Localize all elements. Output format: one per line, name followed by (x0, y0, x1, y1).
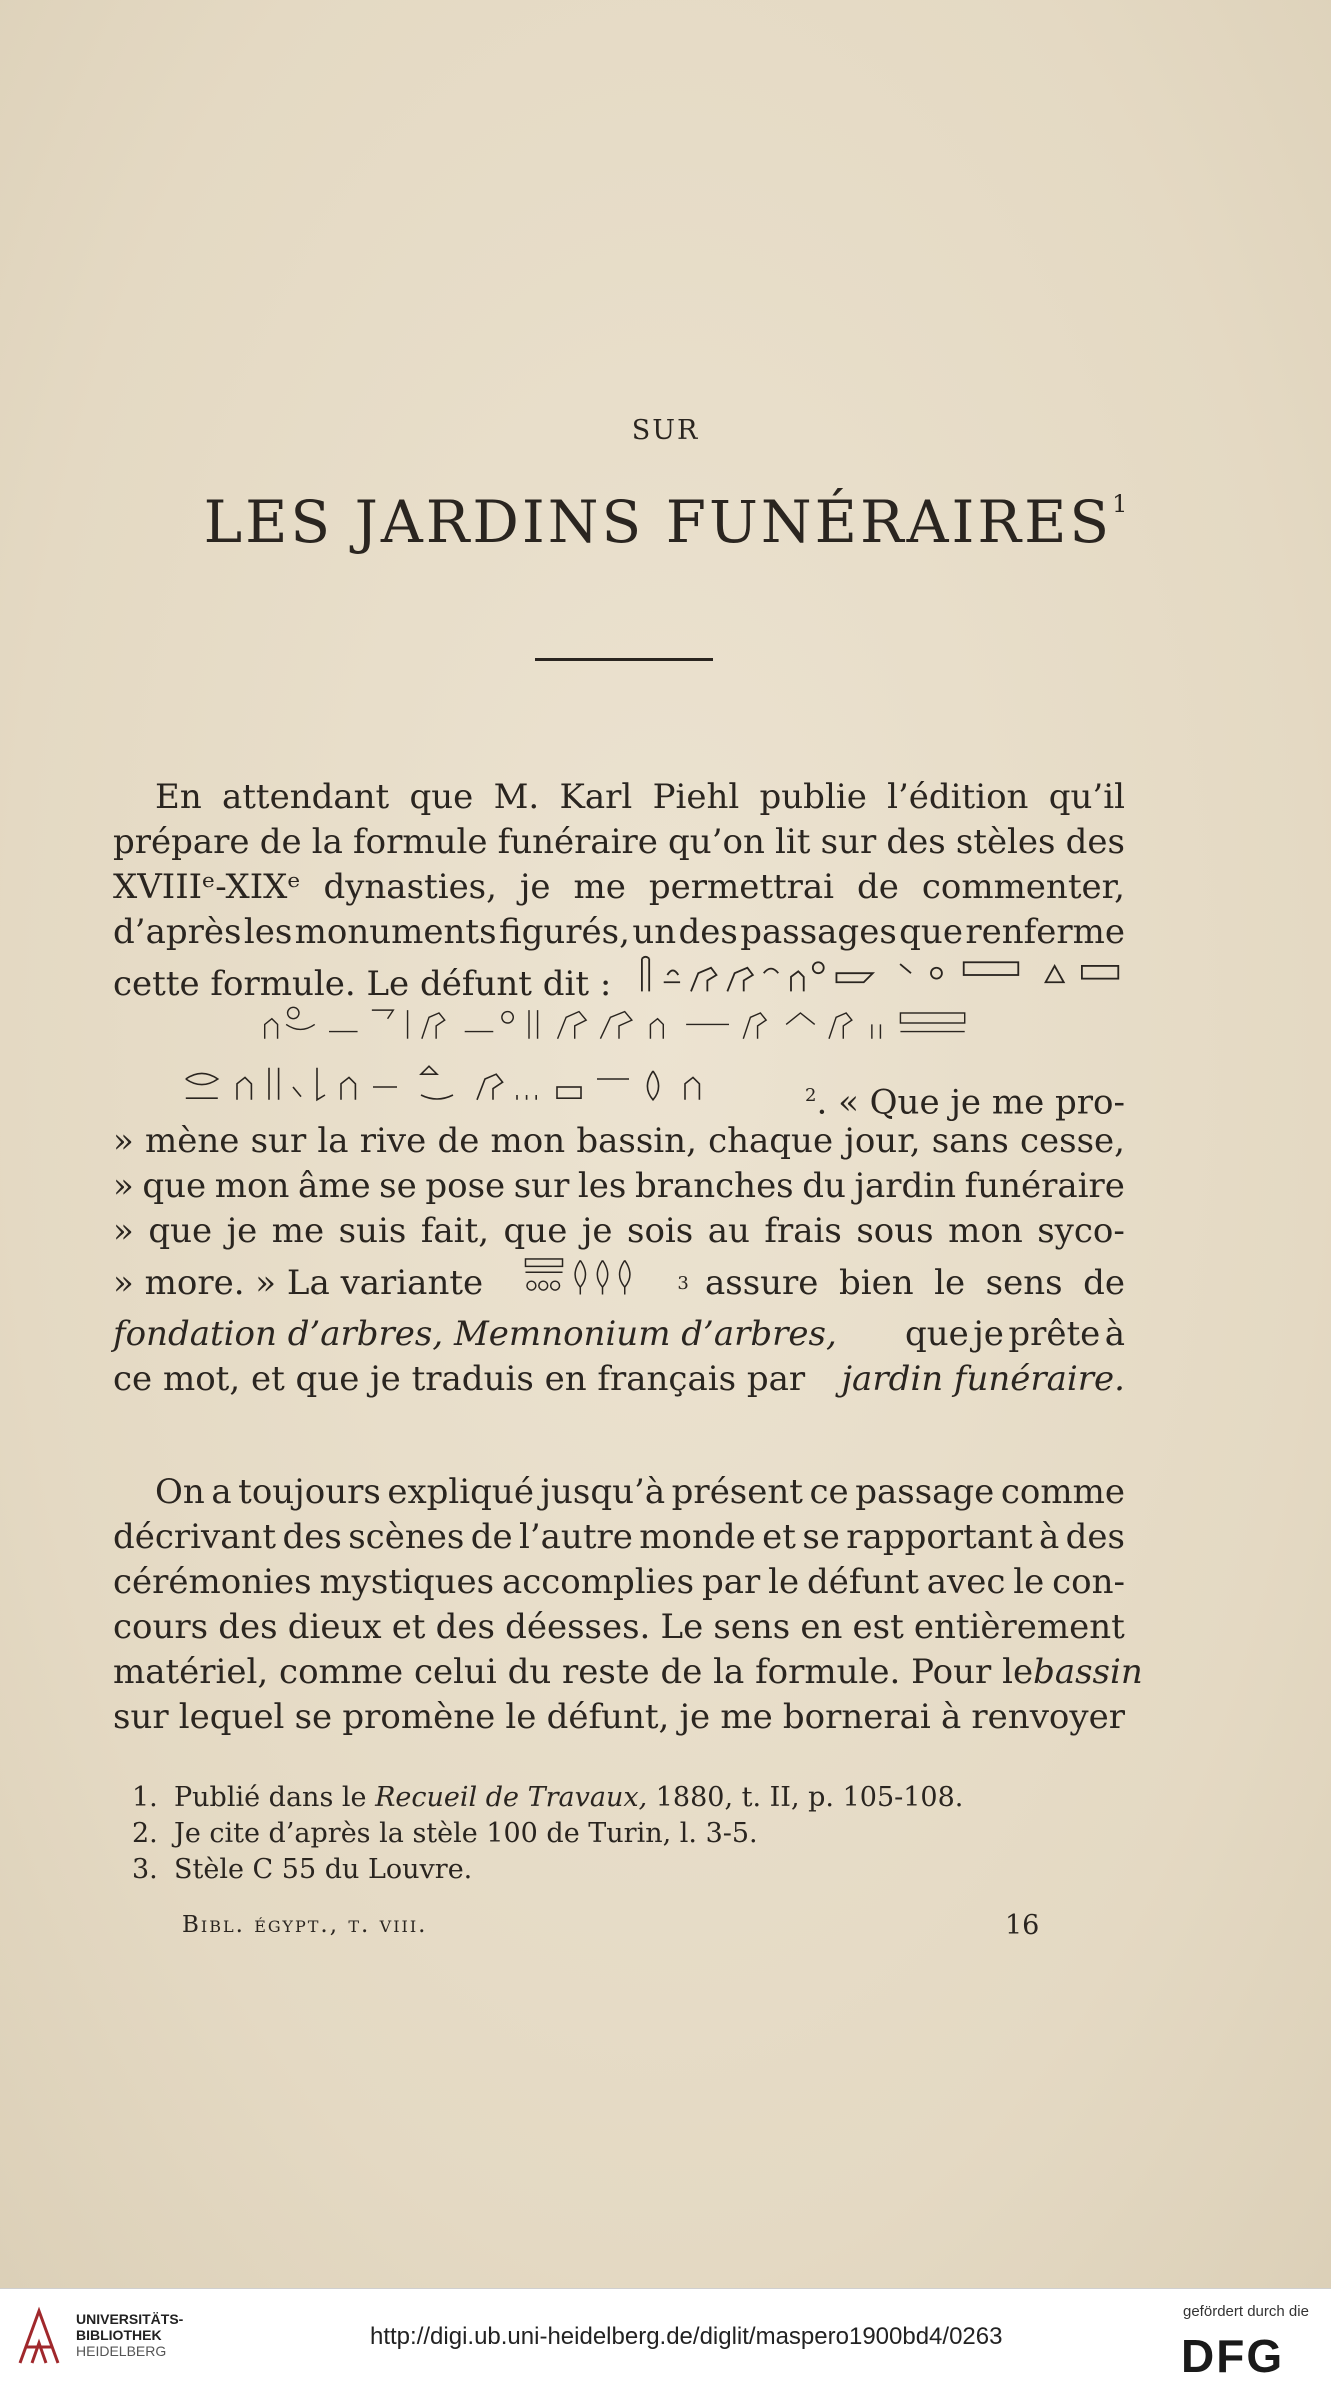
word: le (505, 1697, 537, 1737)
word: publie (759, 777, 867, 817)
word: en (800, 1607, 843, 1647)
word: que (899, 912, 963, 952)
paragraph-2 (113, 1470, 1143, 1740)
word: suis (338, 1211, 407, 1251)
word: jour, (844, 1121, 921, 1161)
word: les (577, 1166, 627, 1206)
page-title: LES JARDINS FUNÉRAIRES$^1$ (203, 488, 1128, 556)
text-line (113, 1312, 1125, 1357)
word: déesses. (505, 1607, 651, 1647)
word: sans (931, 1121, 1009, 1161)
word: pose (425, 1166, 506, 1206)
word: Karl (559, 777, 633, 817)
word: bornerai (782, 1697, 931, 1737)
word: dynasties, (323, 867, 497, 907)
word: et (391, 1607, 426, 1647)
word: formule (353, 822, 488, 862)
funder-label: gefördert durch die (1183, 2303, 1309, 2320)
word: rapportant (846, 1517, 1033, 1557)
word: présent (671, 1472, 803, 1512)
word: mystiques (319, 1562, 495, 1602)
word: sur (820, 822, 877, 862)
word: » (113, 1211, 134, 1251)
word: je (581, 1211, 613, 1251)
word: l’édition (887, 777, 1029, 817)
word: monde (639, 1517, 756, 1557)
hieroglyph-group-icon (113, 1063, 793, 1113)
word: monuments (294, 912, 497, 952)
word: dieux (287, 1607, 382, 1647)
word: scènes (348, 1517, 465, 1557)
word: bien (838, 1262, 914, 1303)
word: des (678, 912, 738, 952)
text-line (113, 775, 1125, 820)
word: je (519, 867, 551, 907)
word: et (762, 1517, 796, 1557)
text-line (113, 910, 1125, 955)
word: figurés, (498, 912, 630, 952)
word: que (409, 777, 474, 817)
text-line-with-hieroglyphs (113, 1254, 1125, 1312)
word: se (379, 1166, 417, 1206)
word: que (905, 1314, 969, 1354)
word: qu’on (668, 822, 765, 862)
word: le (934, 1262, 966, 1303)
word: sur (250, 1121, 307, 1161)
italic-text: fondation d’arbres, Memnonium d’arbres, (113, 1314, 837, 1354)
word: permettrai (648, 867, 835, 907)
word: branches (634, 1166, 794, 1206)
word: fait, (420, 1211, 490, 1251)
footnote-mark: 3 (677, 1272, 689, 1294)
title-footnote-mark: 1 (1112, 490, 1128, 518)
word: à (1038, 1517, 1060, 1557)
text-line-with-hieroglyphs (113, 1063, 1125, 1122)
word: renvoyer (971, 1697, 1125, 1737)
word: des (218, 1607, 278, 1647)
word: sur (513, 1166, 570, 1206)
word: chaque (708, 1121, 834, 1161)
word: stèles (955, 822, 1056, 862)
word: mène (145, 1121, 240, 1161)
word: est (852, 1607, 904, 1647)
word: me (720, 1697, 773, 1737)
word: promène (342, 1697, 496, 1737)
word: la (317, 1121, 349, 1161)
word: la (311, 822, 343, 862)
pre-title: SUR (631, 415, 700, 446)
word: funéraire (964, 1166, 1125, 1206)
word: que (503, 1211, 568, 1251)
word: de (1083, 1262, 1125, 1303)
library-seal-icon (14, 2303, 64, 2373)
text-line (113, 865, 1125, 910)
word: par (701, 1562, 761, 1602)
word: renferme (965, 912, 1125, 952)
word: je (973, 1314, 1004, 1354)
word: se (294, 1697, 333, 1737)
word: à (940, 1697, 962, 1737)
library-name: UNIVERSITÄTS- BIBLIOTHEK HEIDELBERG (76, 2311, 184, 2359)
word: prépare (113, 822, 250, 862)
running-footer: Bibl. égypt., t. viii. (182, 1912, 428, 1938)
paragraph-1 (113, 775, 1125, 1402)
italic-text: bassin (1033, 1652, 1143, 1692)
text-line (113, 1515, 1125, 1560)
word: cérémonies (113, 1562, 312, 1602)
text-line (113, 1164, 1125, 1209)
word: On (155, 1472, 205, 1512)
word: entièrement (913, 1607, 1125, 1647)
word: me (271, 1211, 325, 1251)
permalink-url[interactable]: http://digi.ub.uni-heidelberg.de/diglit/maspero1900bd4/0263 (370, 2323, 1003, 2350)
word: à (1104, 1314, 1125, 1354)
word: mon (490, 1121, 566, 1161)
text-line (113, 1357, 1125, 1402)
word: je (226, 1211, 258, 1251)
word: défunt (806, 1562, 919, 1602)
italic-text: jardin funéraire. (841, 1359, 1125, 1399)
word: mon (214, 1166, 290, 1206)
title-rule (535, 658, 713, 661)
word: comme (1000, 1472, 1125, 1512)
word: frais (764, 1211, 842, 1251)
word: commenter, (921, 867, 1125, 907)
word: attendant (222, 777, 390, 817)
footnote-2: 2. Je cite d’après la stèle 100 de Turin, l. 3-5. (132, 1818, 758, 1849)
word: d’après (113, 912, 242, 952)
line-text: cette formule. Le défunt dit : (113, 964, 612, 1004)
word: passages (740, 912, 897, 952)
word: du (802, 1166, 846, 1206)
word: » (113, 1166, 134, 1206)
word: XVIIIᵉ-XIXᵉ (113, 867, 301, 907)
text-line (113, 1650, 1143, 1695)
word: toujours (238, 1472, 381, 1512)
word: de (856, 867, 899, 907)
text-line (113, 1209, 1125, 1254)
word: je (679, 1697, 711, 1737)
word: des (886, 822, 946, 862)
word: de (259, 822, 302, 862)
word: passage (855, 1472, 995, 1512)
word: con- (1052, 1562, 1125, 1602)
text-line (113, 1119, 1125, 1164)
word: a (211, 1472, 232, 1512)
word: sens (985, 1262, 1063, 1303)
text-line (113, 1695, 1125, 1740)
word: cours (113, 1607, 209, 1647)
footnote-mark: 2 (805, 1084, 817, 1106)
word: des (1065, 1517, 1125, 1557)
word: bassin, (576, 1121, 697, 1161)
text-line (113, 1560, 1125, 1605)
word: le (768, 1562, 800, 1602)
word: défunt, (546, 1697, 670, 1737)
hieroglyph-group-icon (611, 955, 1171, 995)
word: de (437, 1121, 480, 1161)
word: assure (704, 1262, 819, 1303)
dfg-logo: DFG (1181, 2330, 1285, 2382)
word: des (435, 1607, 495, 1647)
word: des (1065, 822, 1125, 862)
word: ce (809, 1472, 849, 1512)
word: mon (948, 1211, 1023, 1251)
hieroglyph-group-icon (113, 1003, 1125, 1059)
word: cesse, (1020, 1121, 1125, 1161)
word: âme (297, 1166, 371, 1206)
word: expliqué (387, 1472, 534, 1512)
text-line (113, 1470, 1125, 1515)
word: de (470, 1517, 513, 1557)
footnote-3: 3. Stèle C 55 du Louvre. (132, 1854, 473, 1885)
word: avec (926, 1562, 1006, 1602)
text-line (113, 820, 1125, 865)
word: lit (775, 822, 811, 862)
line-text: ce mot, et que je traduis en français par (113, 1359, 806, 1399)
text-word-group (705, 1261, 1125, 1306)
word: accomplies (501, 1562, 695, 1602)
word: jusqu’à (540, 1472, 666, 1512)
word: me (573, 867, 626, 907)
word: sous (856, 1211, 934, 1251)
page-number: 16 (1005, 1910, 1040, 1941)
word: prête (1008, 1314, 1101, 1354)
word: funéraire (497, 822, 658, 862)
word: Le (660, 1607, 704, 1647)
hieroglyph-group-icon (499, 1256, 669, 1310)
word: se (802, 1517, 840, 1557)
word: M. (493, 777, 540, 817)
word: sois (627, 1211, 694, 1251)
text-line (113, 1605, 1125, 1650)
word: syco- (1037, 1211, 1125, 1251)
line-text: $^2$. « Que je me pro- (805, 1082, 1125, 1122)
viewer-footer (0, 2288, 1331, 2387)
word: un (632, 912, 677, 952)
word: le (1013, 1562, 1045, 1602)
word: lequel (178, 1697, 285, 1737)
text-word-group (905, 1312, 1125, 1357)
word: qu’il (1048, 777, 1125, 817)
footnote-1: 1. Publié dans le Recueil de Travaux, 1880, t. II, p. 105-108. (132, 1782, 964, 1813)
word: En (155, 777, 202, 817)
word: des (282, 1517, 342, 1557)
word: Piehl (652, 777, 740, 817)
hieroglyph-line (113, 1003, 1125, 1063)
footnotes (132, 1780, 1092, 1888)
word: sur (113, 1697, 169, 1737)
word: » (113, 1121, 134, 1161)
word: les (243, 912, 293, 952)
word: jardin (854, 1166, 957, 1206)
word: l’autre (518, 1517, 633, 1557)
word: sens (713, 1607, 791, 1647)
text-line-with-hieroglyphs (113, 955, 1125, 1003)
word: au (707, 1211, 750, 1251)
word: décrivant (113, 1517, 277, 1557)
word: que (142, 1166, 207, 1206)
line-text: » more. » La variante (113, 1262, 484, 1303)
line-text: matériel, comme celui du reste de la formule. Pour le (113, 1652, 1034, 1692)
word: que (148, 1211, 213, 1251)
word: rive (359, 1121, 427, 1161)
